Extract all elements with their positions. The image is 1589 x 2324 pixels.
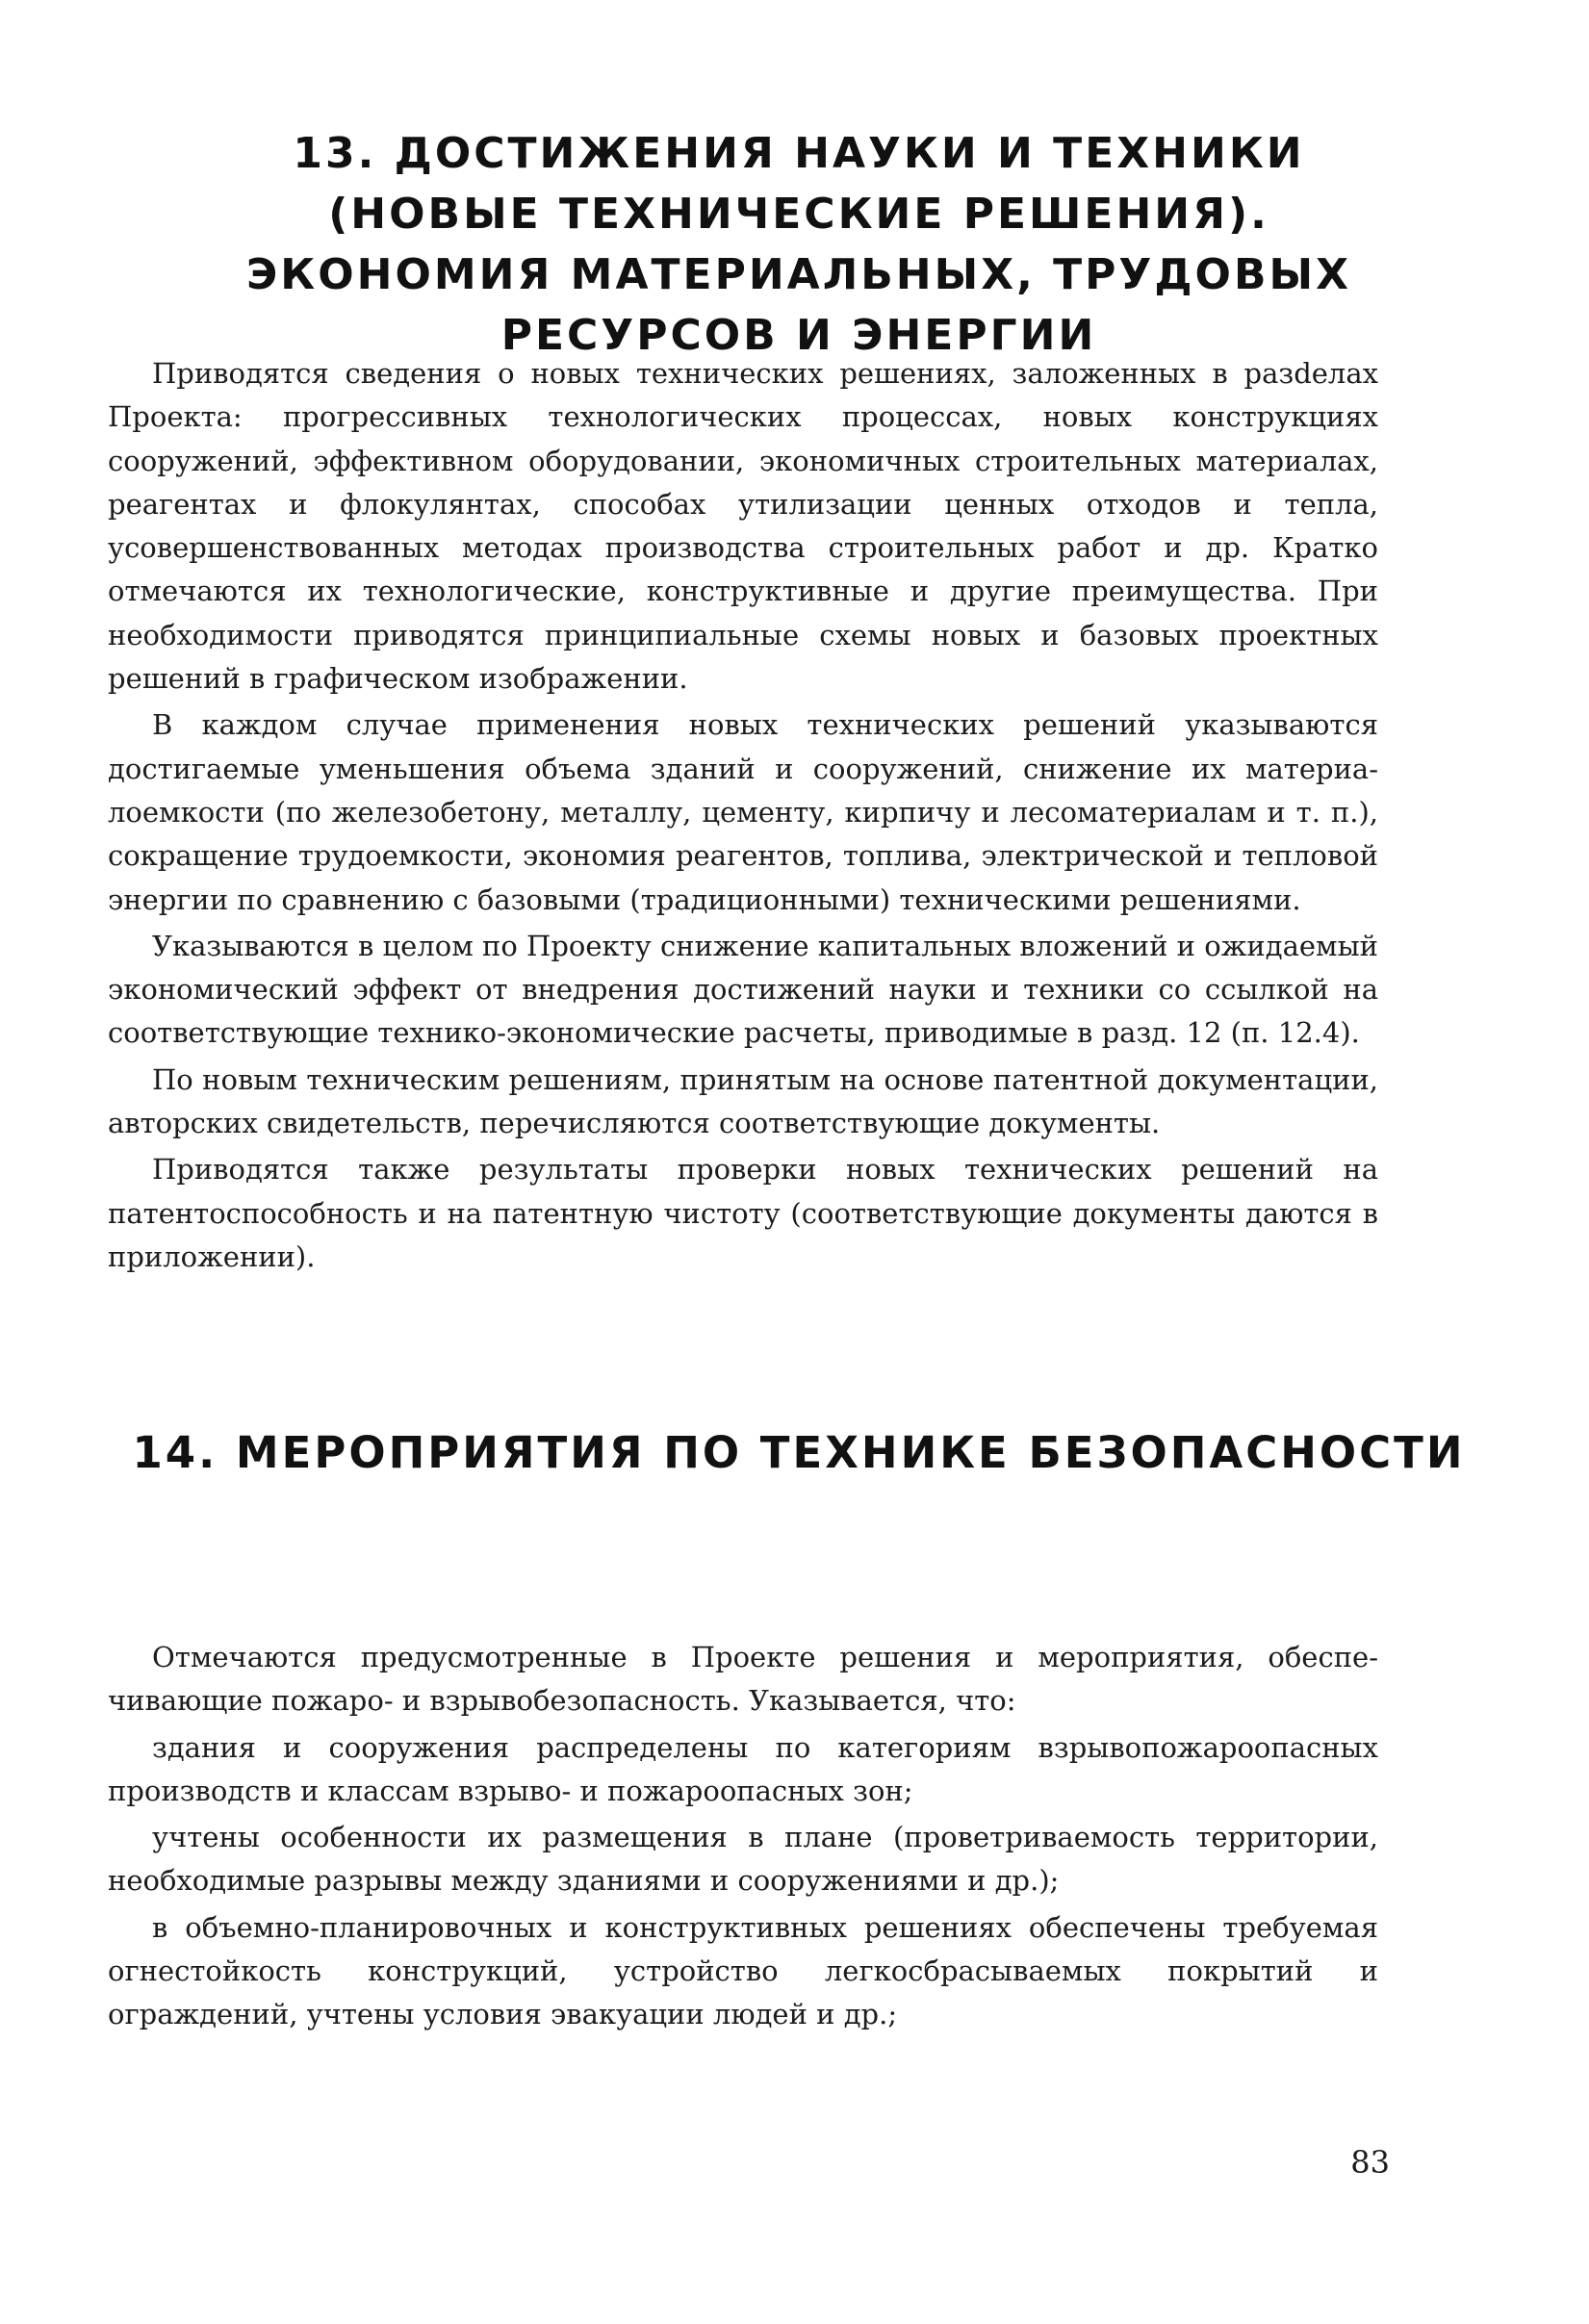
list-item: в объемно-планировочных и конструктивных решениях обеспечены требуемая огнестойкость конструкций, устройство легкосбрасываемых покрытий и ограждений, учтены условия эвакуации людей и др.; <box>108 1910 1378 2031</box>
section-13-title-line: ЭКОНОМИЯ МАТЕРИАЛЬНЫХ, ТРУДОВЫХ <box>245 250 1351 299</box>
paragraph: Отмечаются предусмотренные в Проекте решения и мероприятия, обеспечивающие пожаро- и взрывобезопасность. Указывается, что: <box>108 1641 1378 1718</box>
paragraph: Приводятся сведения о новых технических решениях, заложенных в разdелах Проекта: прогрессивных технологических процессах, новых конструкциях сооружений, эффективном оборудовании, экономичных строительных материалах, реагентах и флокулянтах, способах утилизации ценных отходов и тепла, усовершенствованных методах производства строительных работ и др. Кратко отмечаются их технологические, конструктивные и другие преимущества. При необходимости приводятся принципиальные схемы новых и базовых проектных решений в графическом изображении. <box>108 357 1378 696</box>
section-14-title-line: 14. МЕРОПРИЯТИЯ ПО ТЕХНИКЕ БЕЗОПАСНОСТИ <box>132 1427 1466 1478</box>
section-14-body <box>108 1636 1378 2040</box>
paragraph: По новым техническим решениям, принятым на основе патентной документации, авторских свидетельств, перечисляются соответствующие документы. <box>108 1062 1378 1140</box>
paragraph: Приводятся также результаты проверки новых технических решений на патентоспособность и на патентную чистоту (соответствующие документы даются в приложении). <box>108 1153 1378 1273</box>
section-13-title-line: 13. ДОСТИЖЕНИЯ НАУКИ И ТЕХНИКИ <box>293 129 1305 178</box>
section-14-title <box>106 1422 1492 1483</box>
section-13-title <box>106 123 1492 366</box>
section-13-body <box>108 352 1378 1282</box>
section-13-title-line: (НОВЫЕ ТЕХНИЧЕСКИЕ РЕШЕНИЯ). <box>328 190 1269 239</box>
section-13-title-line: РЕСУРСОВ И ЭНЕРГИИ <box>500 311 1097 360</box>
page-number: 83 <box>1350 2144 1390 2181</box>
list-item: здания и сооружения распределены по категориям взрывопожароопасных производств и классам взрыво- и пожароопасных зон; <box>108 1730 1378 1807</box>
paragraph: Указываются в целом по Проекту снижение капитальных вложений и ожидаемый экономический эффект от внедрения достижений науки и техники со ссылкой на соответствующие технико-экономические расчеты, приводимые в разд. 12 (п. 12.4). <box>108 929 1378 1050</box>
list-item: учтены особенности их размещения в плане (проветриваемость территории, необходимые разрывы между зданиями и сооружениями и др.); <box>108 1821 1378 1898</box>
paragraph: В каждом случае применения новых технических решений указываются достигаемые уменьшения объема зданий и сооружений, снижение их материалоемкости (по железобетону, металлу, цементу, кирпичу и лесоматериалам и т. п.), сокращение трудоемкости, экономия реагентов, топлива, электрической и тепловой энергии по сравнению с базовыми (традиционными) техническими решениями. <box>108 708 1378 916</box>
